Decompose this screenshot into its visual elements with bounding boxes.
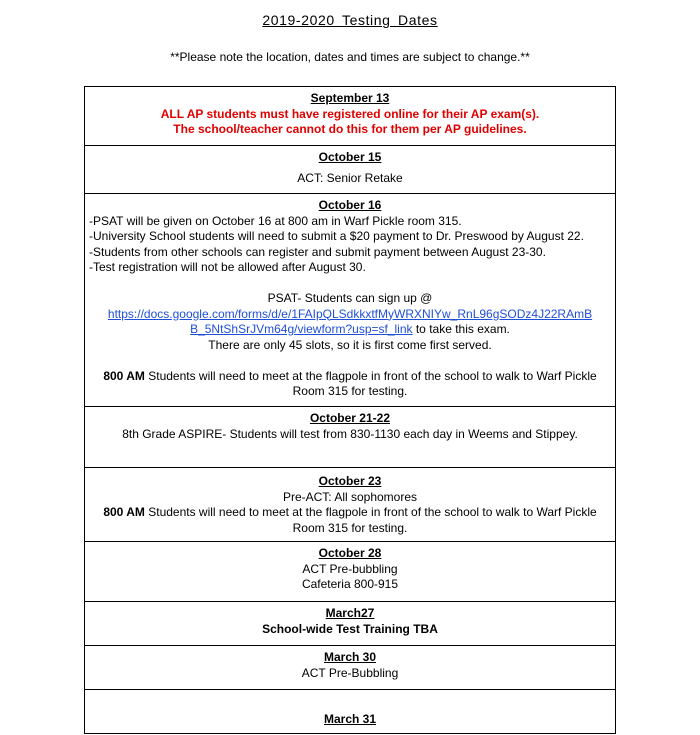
change-notice: **Please note the location, dates and times are subject to change.**: [170, 50, 530, 64]
event-text: School-wide Test Training TBA: [262, 621, 438, 636]
list-item: -Test registration will not be allowed after August 30.: [89, 260, 366, 274]
ap-registration-note: ALL AP students must have registered online for their AP exam(s).: [160, 106, 540, 121]
schedule-row-oct-21-22: [85, 407, 615, 468]
psat-signup-link[interactable]: https://docs.google.com/forms/d/e/1FAIpQLSdkkxtfMyWRXNIYw_RnL96gSODz4J22RAmB: [107, 306, 593, 321]
date-heading: September 13: [310, 91, 390, 105]
psat-signup-link-line: [89, 322, 611, 338]
schedule-row-oct-15: [85, 146, 615, 194]
date-heading: October 15: [318, 150, 382, 164]
schedule-row-oct-16: [85, 194, 615, 407]
event-text: Pre-ACT: All sophomores: [282, 489, 418, 504]
psat-signup-link-line: [89, 307, 611, 323]
event-text: 8th Grade ASPIRE- Students will test from 830-1130 each day in Weems and Stippey.: [122, 426, 578, 441]
event-text: ACT Pre-Bubbling: [301, 665, 399, 680]
date-heading: March 31: [323, 712, 377, 726]
list-item: -University School students will need to submit a $20 payment to Dr. Preswood by August 22.: [89, 229, 584, 243]
page-title: 2019-2020 Testing Dates: [262, 12, 438, 28]
list-item: -PSAT will be given on October 16 at 800 am in Warf Pickle room 315.: [89, 213, 462, 228]
psat-details-list: [89, 214, 611, 276]
psat-signup-text: PSAT- Students can sign up @: [267, 291, 433, 305]
psat-signup-link[interactable]: B_5NtShSrJVm64g/viewform?usp=sf_link: [190, 322, 413, 336]
date-heading: October 28: [318, 546, 382, 560]
meeting-time: 800 AM: [103, 368, 145, 383]
date-heading: March27: [325, 606, 375, 620]
signup-suffix: to take this exam.: [412, 322, 510, 336]
date-heading: March 30: [323, 650, 377, 664]
date-heading: October 16: [318, 198, 382, 212]
list-item: -Students from other schools can register and submit payment between August 23-30.: [89, 244, 546, 259]
meeting-instructions: [89, 505, 611, 536]
schedule-row-oct-23: [85, 468, 615, 542]
schedule-row-oct-28: [85, 542, 615, 602]
date-heading: October 21-22: [309, 411, 391, 425]
meeting-text: Students will need to meet at the flagpole in front of the school to walk to Warf Pickle Room 315 for testing.: [144, 368, 597, 398]
event-location: Cafeteria 800-915: [301, 577, 399, 591]
ap-guideline-note: The school/teacher cannot do this for them per AP guidelines.: [173, 122, 527, 136]
meeting-time: 800 AM: [103, 505, 145, 519]
event-text: ACT Pre-bubbling: [302, 561, 398, 576]
schedule-row-march-30: [85, 646, 615, 690]
slots-note: There are only 45 slots, so it is first come first served.: [208, 337, 492, 352]
schedule-row-march-27: [85, 602, 615, 646]
meeting-instructions: [89, 369, 611, 400]
schedule-row-march-31: [85, 690, 615, 734]
event-text: ACT: Senior Retake: [297, 170, 403, 185]
meeting-text: Students will need to meet at the flagpole in front of the school to walk to Warf Pickle Room 315 for testing.: [144, 505, 597, 535]
schedule-row-sep-13: [85, 87, 615, 146]
date-heading: October 23: [318, 474, 382, 488]
testing-schedule-table: [84, 86, 616, 734]
